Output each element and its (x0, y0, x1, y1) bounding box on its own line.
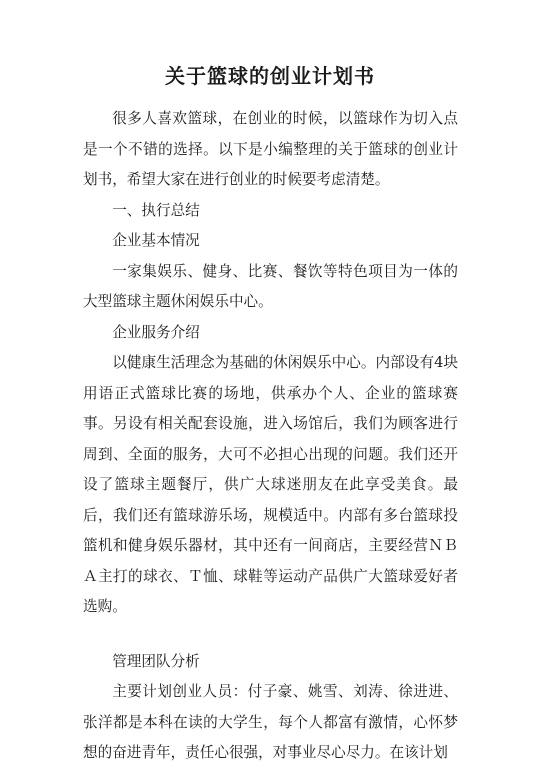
subheading-management-team: 管理团队分析 (112, 652, 200, 670)
company-overview-paragraph: 一家集娱乐、健身、比赛、餐饮等特色项目为一体的大型篮球主题休闲娱乐中心。 (83, 262, 458, 310)
subheading-services: 企业服务介绍 (112, 323, 200, 341)
intro-paragraph: 很多人喜欢篮球，在创业的时候，以篮球作为切入点是一个不错的选择。以下是小编整理的关于篮球的创业计划书，希望大家在进行创业的时候要考虑清楚。 (83, 110, 458, 188)
document-title: 关于篮球的创业计划书 (165, 64, 375, 88)
section-heading-executive-summary: 一、执行总结 (112, 201, 200, 219)
management-team-paragraph: 主要计划创业人员：付子豪、姚雪、刘涛、徐进进、张洋都是本科在读的大学生，每个人都富有激情，心怀梦想的奋进青年，责任心很强，对事业尽心尽力。在该计划 (83, 683, 458, 761)
paragraph-spacer (83, 623, 458, 647)
subheading-company-overview: 企业基本情况 (112, 232, 200, 249)
document-body (83, 104, 458, 762)
services-paragraph: 以健康生活理念为基础的休闲娱乐中心。内部设有4块用语正式篮球比赛的场地，供承办个人、企业的篮球赛事。另设有相关配套设施，进入场馆后，我们为顾客进行周到、全面的服务，大可不必担心出现的问题。我们还开设了篮球主题餐厅，供广大球迷朋友在此享受美食。最后，我们还有篮球游乐场，规模适中。内部有多台篮球投篮机和健身娱乐器材，其中还有一间商店，主要经营ＮＢＡ主打的球衣、Ｔ恤、球鞋等运动产品供广大篮球爱好者选购。 (83, 354, 458, 615)
